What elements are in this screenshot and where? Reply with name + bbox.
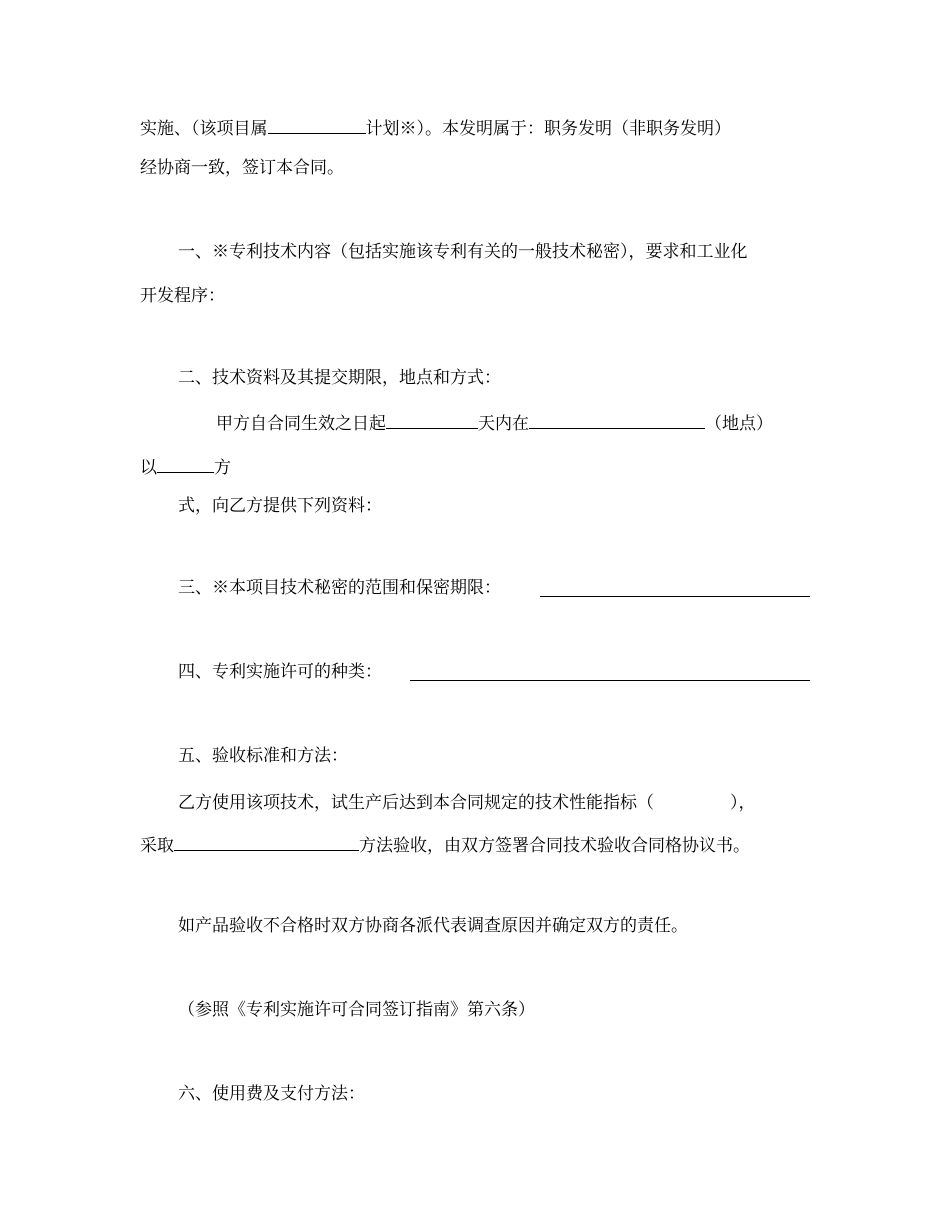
secret-scope-blank[interactable] <box>540 578 810 597</box>
text-segment: 计划※）。本发明属于：职务发明（非职务发明） <box>365 119 731 139</box>
text-segment: 如产品验收不合格时双方协商各派代表调查原因并确定双方的责任。 <box>178 916 688 936</box>
contract-line-agreement <box>140 158 344 178</box>
contract-line-project-plan <box>140 115 731 139</box>
text-segment: 四、专利实施许可的种类： <box>178 662 382 682</box>
text-segment: 开发程序： <box>140 286 225 306</box>
text-segment: 一、※专利技术内容（包括实施该专利有关的一般技术秘密），要求和工业化 <box>178 242 748 262</box>
text-segment: 方法验收，由双方签署合同技术验收合同格协议书。 <box>359 836 750 856</box>
section-2-materials-line <box>178 496 382 516</box>
text-segment: 五、验收标准和方法： <box>178 746 348 766</box>
text-segment: 二、技术资料及其提交期限，地点和方式： <box>178 368 501 388</box>
section-5-title <box>178 746 348 766</box>
text-segment: 实施、（该项目属 <box>140 119 268 139</box>
section-5-performance-line <box>178 790 756 813</box>
section-3-title <box>178 578 501 598</box>
delivery-location-blank[interactable] <box>529 410 705 429</box>
text-segment: 采取 <box>140 836 174 856</box>
acceptance-method-blank[interactable] <box>174 832 359 851</box>
section-5-acceptance-line <box>140 832 750 856</box>
performance-index-gap[interactable] <box>654 790 730 808</box>
project-plan-blank[interactable] <box>268 115 366 134</box>
text-segment: 甲方自合同生效之日起 <box>216 414 386 434</box>
section-1-continuation <box>140 286 225 306</box>
text-segment: 乙方使用该项技术，试生产后达到本合同规定的技术性能指标（ <box>178 793 654 813</box>
text-segment: （参照《专利实施许可合同签订指南》第六条） <box>178 1000 535 1020</box>
section-5-reference <box>178 1000 535 1020</box>
text-segment: （地点） <box>705 414 773 434</box>
text-segment: 方 <box>214 458 231 478</box>
delivery-method-blank[interactable] <box>157 454 214 473</box>
text-segment: 六、使用费及支付方法： <box>178 1084 365 1104</box>
section-4-title <box>178 662 382 682</box>
section-2-delivery-line <box>216 410 773 434</box>
text-segment: 天内在 <box>478 414 529 434</box>
section-2-title <box>178 368 501 388</box>
section-5-failure-line <box>178 916 688 936</box>
license-type-blank[interactable] <box>410 662 810 681</box>
section-1-title <box>178 242 748 262</box>
text-segment: 经协商一致，签订本合同。 <box>140 158 344 178</box>
text-segment: ）， <box>730 793 756 813</box>
section-2-method-line <box>140 454 231 478</box>
text-segment: 三、※本项目技术秘密的范围和保密期限： <box>178 578 501 598</box>
text-segment: 以 <box>140 458 157 478</box>
text-segment: 式，向乙方提供下列资料： <box>178 496 382 516</box>
delivery-days-blank[interactable] <box>386 410 478 429</box>
section-6-title <box>178 1084 365 1104</box>
